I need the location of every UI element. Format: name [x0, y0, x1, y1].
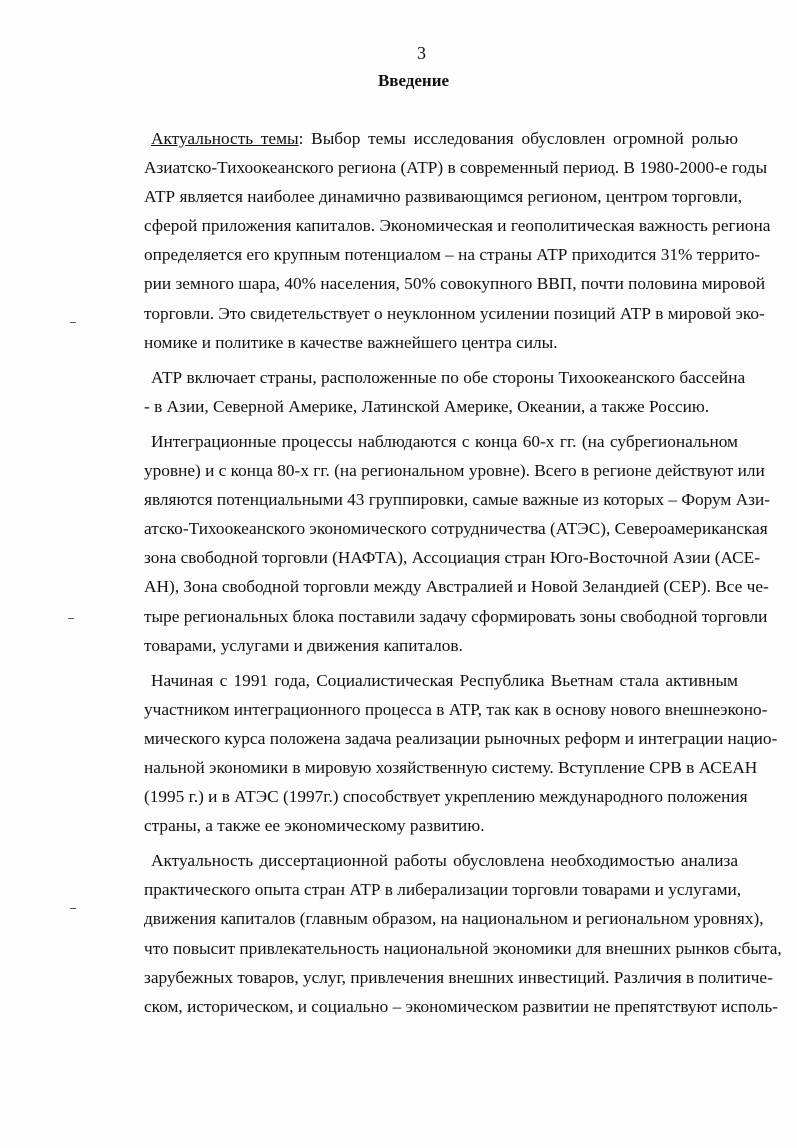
- text-line: торговли. Это свидетельствует о неуклонном усилении позиций АТР в мировой эко-: [144, 303, 765, 323]
- page-number: 3: [417, 43, 426, 63]
- section-title: Введение: [377, 71, 450, 90]
- paragraph: [144, 124, 771, 357]
- text-line: товарами, услугами и движения капиталов.: [144, 635, 463, 655]
- text-line: Начиная с 1991 года, Социалистическая Республика Вьетнам стала активным: [151, 670, 738, 690]
- text-line: тыре региональных блока поставили задачу сформировать зоны свободной торговли: [144, 606, 768, 626]
- text-line: определяется его крупным потенциалом – на страны АТР приходится 31% террито-: [144, 245, 761, 265]
- text-line: что повысит привлекательность национальной экономики для внешних рынков сбыта,: [144, 938, 782, 958]
- paragraph: [144, 363, 746, 421]
- scan-mark: [70, 322, 76, 323]
- line-text: : Выбор темы исследования обусловлен огромной ролью: [298, 129, 738, 148]
- text-line: движения капиталов (главным образом, на национальном и региональном уровнях),: [144, 909, 764, 929]
- text-line: мического курса положена задача реализации рыночных реформ и интеграции нацио-: [144, 728, 778, 748]
- text-line: зарубежных товаров, услуг, привлечения внешних инвестиций. Различия в политиче-: [144, 967, 773, 987]
- text-line: рии земного шара, 40% населения, 50% совокупного ВВП, почти половина мировой: [144, 274, 766, 294]
- text-line: АТР включает страны, расположенные по обе стороны Тихоокеанского бассейна: [151, 367, 746, 387]
- text-line: сферой приложения капиталов. Экономическая и геополитическая важность региона: [144, 216, 771, 236]
- paragraph: [144, 427, 770, 660]
- body-text: [144, 124, 782, 1027]
- text-line: атско-Тихоокеанского экономического сотрудничества (АТЭС), Североамериканская: [144, 519, 768, 539]
- text-line: номике и политике в качестве важнейшего центра силы.: [144, 332, 558, 352]
- scan-mark: [68, 618, 74, 619]
- text-line: [144, 124, 738, 153]
- text-line: - в Азии, Северной Америке, Латинской Америке, Океании, а также Россию.: [144, 396, 710, 416]
- text-line: Интеграционные процессы наблюдаются с конца 60-х гг. (на субрегиональном: [151, 431, 738, 451]
- text-line: страны, а также ее экономическому развитию.: [144, 816, 485, 836]
- text-line: (1995 г.) и в АТЭС (1997г.) способствует укреплению международного положения: [144, 787, 748, 807]
- paragraph: [144, 846, 782, 1021]
- text-line: АН), Зона свободной торговли между Австралией и Новой Зеландией (СЕР). Все че-: [144, 577, 769, 597]
- text-line: ском, историческом, и социально – экономическом развитии не препятствуют исполь-: [144, 996, 778, 1016]
- text-line: Актуальность диссертационной работы обусловлена необходимостью анализа: [151, 851, 738, 871]
- text-line: Азиатско-Тихоокеанского региона (АТР) в современный период. В 1980-2000-е годы: [144, 158, 768, 178]
- scan-mark: [70, 908, 76, 909]
- text-line: участником интеграционного процесса в АТР, так как в основу нового внешнеэконо-: [144, 699, 768, 719]
- text-line: нальной экономики в мировую хозяйственную систему. Вступление СРВ в АСЕАН: [144, 757, 758, 777]
- paragraph: [144, 666, 778, 841]
- text-line: уровне) и с конца 80-х гг. (на региональном уровне). Всего в регионе действуют или: [144, 461, 765, 481]
- text-line: являются потенциальными 43 группировки, самые важные из которых – Форум Ази-: [144, 490, 770, 510]
- text-line: АТР является наиболее динамично развивающимся регионом, центром торговли,: [144, 187, 743, 207]
- text-line: практического опыта стран АТР в либерализации торговли товарами и услугами,: [144, 880, 742, 900]
- underlined-heading: Актуальность темы: [151, 129, 299, 148]
- text-line: зона свободной торговли (НАФТА), Ассоциация стран Юго-Восточной Азии (АСЕ-: [144, 548, 760, 568]
